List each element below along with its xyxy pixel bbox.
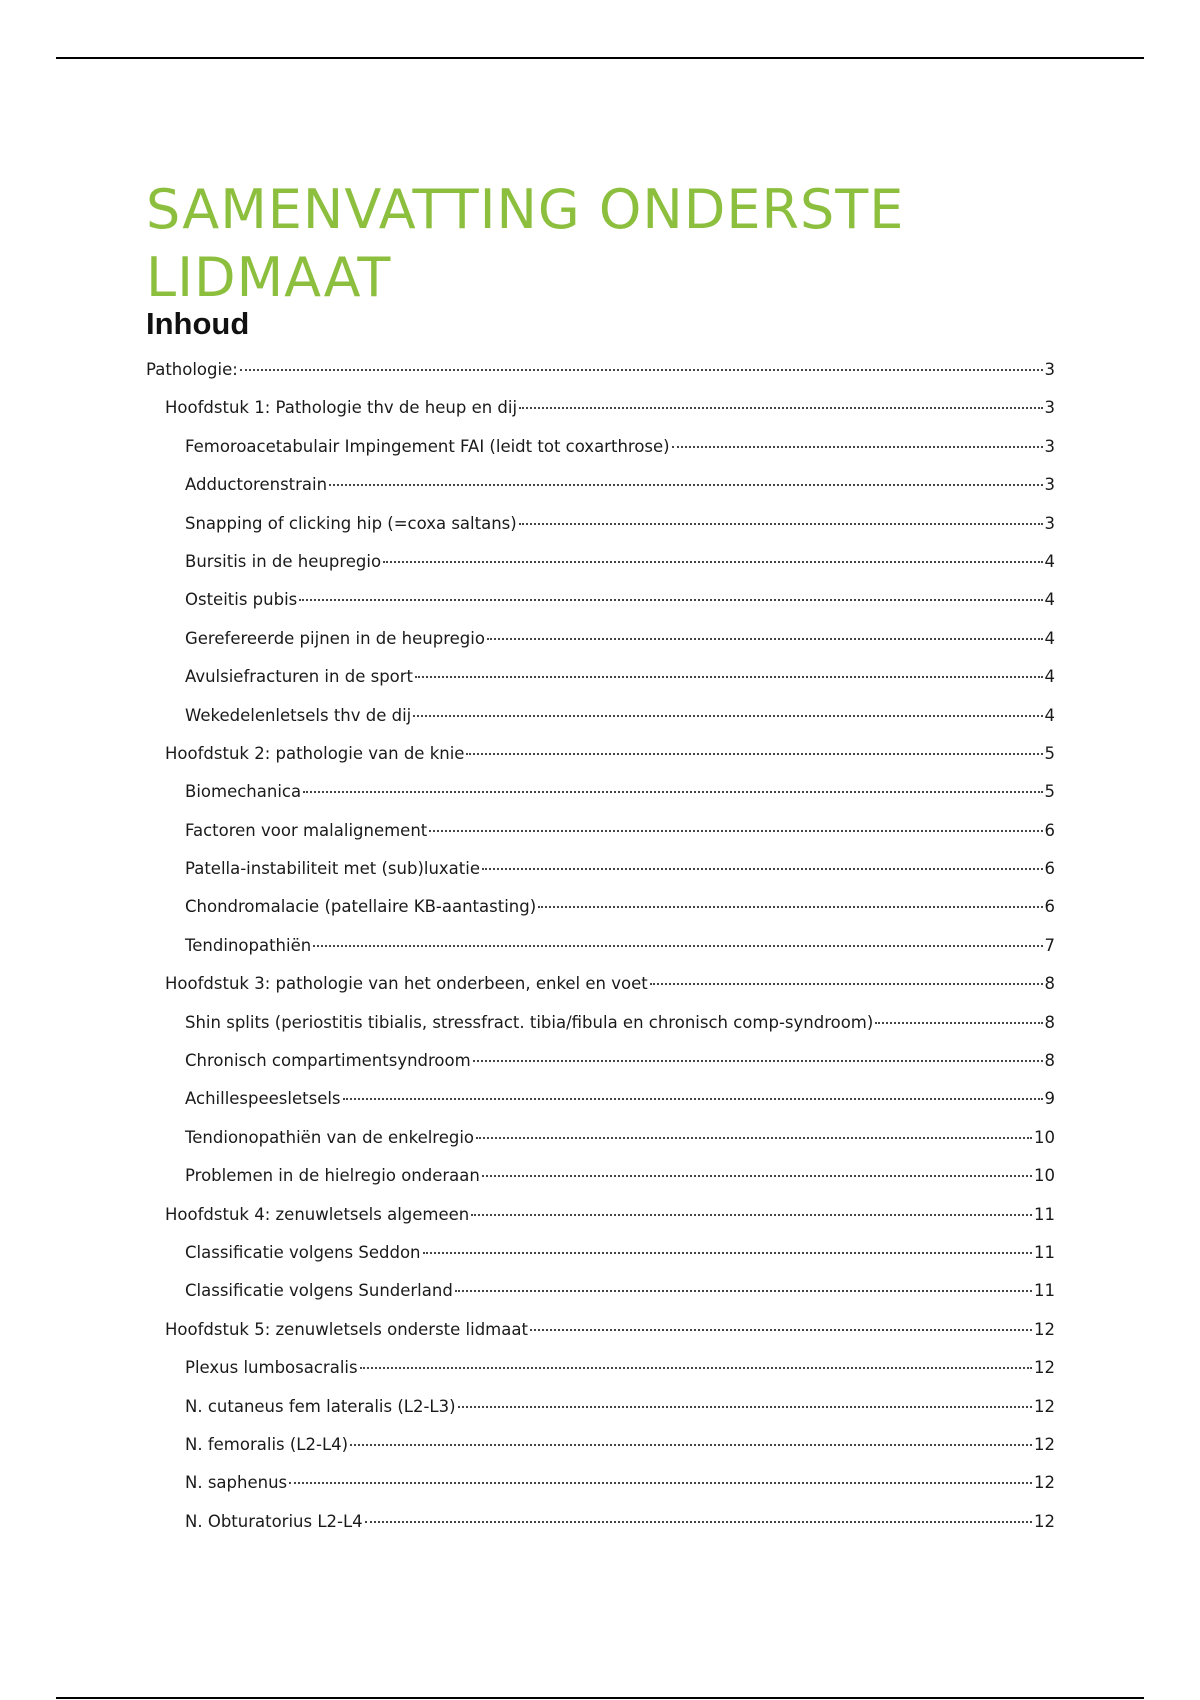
toc-entry-page-number: 9 (1044, 1089, 1055, 1109)
toc-dot-leader (423, 1252, 1032, 1254)
toc-dot-leader (313, 945, 1042, 947)
toc-dot-leader (365, 1521, 1032, 1523)
toc-entry-label: Tendinopathiën (185, 935, 312, 955)
toc-entry-label: Classificatie volgens Seddon (185, 1242, 421, 1262)
toc-dot-leader (476, 1137, 1032, 1139)
toc-entry-label: Adductorenstrain (185, 475, 328, 495)
toc-dot-leader (415, 676, 1042, 678)
toc-entry-label: Hoofdstuk 3: pathologie van het onderbeen, enkel en voet (165, 974, 648, 994)
toc-entry-label: Avulsiefracturen in de sport (185, 667, 414, 687)
toc-entry-page-number: 11 (1034, 1242, 1055, 1262)
toc-entry[interactable] (146, 1512, 1055, 1550)
toc-entry-page-number: 6 (1044, 859, 1055, 879)
toc-dot-leader (329, 484, 1042, 486)
toc-entry-label: Femoroacetabulair Impingement FAI (leidt tot coxarthrose) (185, 436, 670, 456)
toc-entry[interactable] (146, 475, 1055, 513)
toc-entry-page-number: 11 (1034, 1204, 1055, 1224)
toc-dot-leader (289, 1482, 1032, 1484)
toc-dot-leader (530, 1329, 1032, 1331)
document-title: SAMENVATTING ONDERSTE LIDMAAT (146, 178, 905, 310)
toc-entry-page-number: 12 (1034, 1511, 1055, 1531)
toc-entry-label: N. femoralis (L2-L4) (185, 1434, 349, 1454)
toc-entry-label: Wekedelenletsels thv de dij (185, 705, 412, 725)
toc-entry-page-number: 5 (1044, 782, 1055, 802)
toc-dot-leader (482, 1175, 1032, 1177)
toc-entry-label: Factoren voor malalignement (185, 820, 428, 840)
toc-entry-label: Classificatie volgens Sunderland (185, 1281, 453, 1301)
toc-entry[interactable] (146, 1473, 1055, 1511)
toc-entry-page-number: 12 (1034, 1434, 1055, 1454)
toc-entry-label: Achillespeesletsels (185, 1089, 341, 1109)
toc-entry-label: Chronisch compartimentsyndroom (185, 1051, 471, 1071)
toc-entry[interactable] (146, 1243, 1055, 1281)
toc-entry-page-number: 7 (1044, 935, 1055, 955)
toc-entry[interactable] (146, 514, 1055, 552)
toc-entry-page-number: 10 (1034, 1127, 1055, 1147)
toc-entry-label: N. cutaneus fem lateralis (L2-L3) (185, 1396, 456, 1416)
toc-dot-leader (519, 407, 1042, 409)
toc-entry[interactable] (146, 1166, 1055, 1204)
toc-entry-page-number: 8 (1044, 1051, 1055, 1071)
toc-entry-label: Problemen in de hielregio onderaan (185, 1166, 480, 1186)
toc-entry[interactable] (146, 360, 1055, 398)
toc-dot-leader (299, 599, 1042, 601)
toc-dot-leader (538, 906, 1042, 908)
table-of-contents (146, 360, 1055, 1550)
toc-entry-page-number: 4 (1044, 590, 1055, 610)
toc-dot-leader (383, 561, 1042, 563)
toc-entry[interactable] (146, 1089, 1055, 1127)
toc-entry[interactable] (146, 1051, 1055, 1089)
toc-entry-page-number: 4 (1044, 705, 1055, 725)
toc-dot-leader (487, 638, 1043, 640)
toc-entry[interactable] (146, 1358, 1055, 1396)
toc-entry[interactable] (146, 1397, 1055, 1435)
toc-entry-label: Bursitis in de heupregio (185, 551, 382, 571)
toc-entry-page-number: 12 (1034, 1319, 1055, 1339)
toc-entry-page-number: 4 (1044, 628, 1055, 648)
toc-entry[interactable] (146, 974, 1055, 1012)
toc-entry-page-number: 12 (1034, 1473, 1055, 1493)
toc-dot-leader (343, 1098, 1043, 1100)
toc-entry[interactable] (146, 590, 1055, 628)
toc-entry-label: Tendionopathiën van de enkelregio (185, 1127, 475, 1147)
toc-entry[interactable] (146, 1013, 1055, 1051)
toc-entry[interactable] (146, 1320, 1055, 1358)
toc-entry[interactable] (146, 706, 1055, 744)
toc-entry-page-number: 6 (1044, 897, 1055, 917)
toc-entry-label: Hoofdstuk 4: zenuwletsels algemeen (165, 1204, 470, 1224)
toc-dot-leader (672, 446, 1043, 448)
toc-entry-label: Chondromalacie (patellaire KB-aantasting) (185, 897, 537, 917)
toc-entry-page-number: 3 (1044, 513, 1055, 533)
toc-entry[interactable] (146, 936, 1055, 974)
toc-entry[interactable] (146, 859, 1055, 897)
toc-dot-leader (303, 791, 1042, 793)
toc-dot-leader (875, 1022, 1042, 1024)
toc-entry[interactable] (146, 667, 1055, 705)
footer-rule (56, 1697, 1144, 1699)
toc-dot-leader (473, 1060, 1043, 1062)
toc-dot-leader (466, 753, 1042, 755)
toc-dot-leader (650, 983, 1043, 985)
toc-entry[interactable] (146, 437, 1055, 475)
toc-entry[interactable] (146, 629, 1055, 667)
toc-entry[interactable] (146, 821, 1055, 859)
header-rule (56, 57, 1144, 59)
toc-entry-label: Plexus lumbosacralis (185, 1358, 358, 1378)
toc-entry[interactable] (146, 744, 1055, 782)
toc-entry[interactable] (146, 398, 1055, 436)
toc-dot-leader (360, 1367, 1032, 1369)
toc-entry-page-number: 10 (1034, 1166, 1055, 1186)
toc-entry-page-number: 11 (1034, 1281, 1055, 1301)
toc-entry-page-number: 3 (1044, 360, 1055, 379)
contents-heading: Inhoud (146, 306, 250, 341)
toc-entry[interactable] (146, 897, 1055, 935)
toc-entry[interactable] (146, 782, 1055, 820)
toc-dot-leader (413, 715, 1042, 717)
toc-entry-label: Pathologie: (146, 360, 238, 379)
toc-entry-page-number: 12 (1034, 1396, 1055, 1416)
toc-entry-page-number: 4 (1044, 667, 1055, 687)
toc-dot-leader (429, 830, 1042, 832)
toc-dot-leader (471, 1214, 1032, 1216)
toc-entry-page-number: 3 (1044, 398, 1055, 418)
toc-entry-page-number: 12 (1034, 1358, 1055, 1378)
toc-entry-label: Biomechanica (185, 782, 302, 802)
toc-entry-label: Hoofdstuk 2: pathologie van de knie (165, 743, 465, 763)
toc-entry-label: N. saphenus (185, 1473, 288, 1493)
toc-entry[interactable] (146, 1128, 1055, 1166)
toc-entry[interactable] (146, 1205, 1055, 1243)
toc-dot-leader (240, 369, 1043, 371)
toc-entry-page-number: 6 (1044, 820, 1055, 840)
toc-dot-leader (519, 523, 1043, 525)
toc-entry[interactable] (146, 1281, 1055, 1319)
toc-entry-label: Hoofdstuk 5: zenuwletsels onderste lidmaat (165, 1319, 528, 1339)
toc-dot-leader (458, 1406, 1032, 1408)
toc-entry-label: Gerefereerde pijnen in de heupregio (185, 628, 485, 648)
toc-entry[interactable] (146, 552, 1055, 590)
toc-entry-label: Shin splits (periostitis tibialis, stressfract. tibia/fibula en chronisch comp-syndroom) (185, 1012, 874, 1032)
toc-dot-leader (482, 868, 1042, 870)
toc-entry-page-number: 3 (1044, 436, 1055, 456)
toc-entry-label: N. Obturatorius L2-L4 (185, 1511, 363, 1531)
toc-dot-leader (455, 1290, 1032, 1292)
toc-entry-page-number: 3 (1044, 475, 1055, 495)
toc-entry-page-number: 8 (1044, 1012, 1055, 1032)
toc-entry-label: Osteitis pubis (185, 590, 298, 610)
toc-entry-label: Patella-instabiliteit met (sub)luxatie (185, 859, 481, 879)
toc-entry-page-number: 5 (1044, 743, 1055, 763)
toc-entry-page-number: 8 (1044, 974, 1055, 994)
toc-dot-leader (350, 1444, 1032, 1446)
toc-entry-page-number: 4 (1044, 551, 1055, 571)
toc-entry-label: Snapping of clicking hip (=coxa saltans) (185, 513, 517, 533)
toc-entry-label: Hoofdstuk 1: Pathologie thv de heup en dij (165, 398, 518, 418)
toc-entry[interactable] (146, 1435, 1055, 1473)
